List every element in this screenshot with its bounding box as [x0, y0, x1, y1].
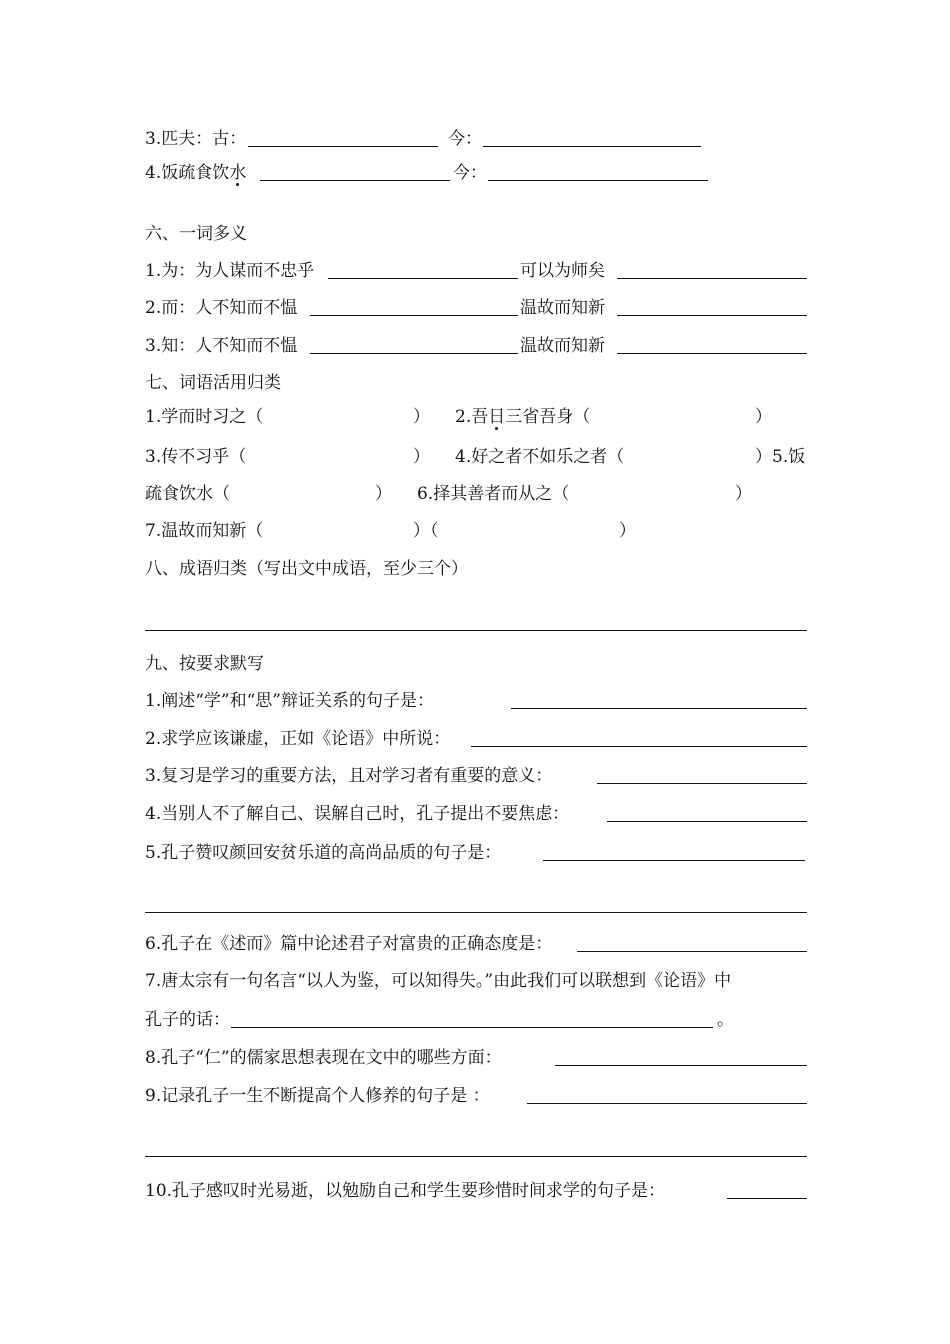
item-label: 3.传不习乎（ — [145, 447, 247, 467]
label-text: 三省吾身（ — [505, 407, 591, 427]
item-label: 7.温故而知新（ — [145, 521, 264, 541]
dictation-q6 — [145, 931, 807, 957]
item-label — [455, 404, 590, 430]
answer-blank[interactable] — [555, 1065, 807, 1066]
answer-blank[interactable] — [483, 146, 701, 147]
answer-line[interactable] — [145, 912, 807, 913]
label-text: 4.饭疏食饮 — [145, 163, 230, 183]
paren-close: ） — [735, 484, 752, 504]
section-heading-9 — [145, 651, 807, 677]
answer-line[interactable] — [145, 1156, 807, 1157]
answer-line[interactable] — [145, 630, 807, 631]
answer-blank[interactable] — [607, 821, 807, 822]
dictation-q2 — [145, 726, 807, 752]
dictation-q10 — [145, 1178, 807, 1204]
polysemy-item-1 — [145, 258, 807, 284]
item-label: 2.而：人不知而不愠 — [145, 298, 298, 318]
question-text: 8.孔子“仁”的儒家思想表现在文中的哪些方面： — [145, 1048, 502, 1068]
heading-text: 八、成语归类（写出文中成语，至少三个） — [145, 559, 468, 579]
question-text: 10.孔子感叹时光易逝，以勉励自己和学生要珍惜时间求学的句子是： — [145, 1181, 666, 1201]
answer-blank[interactable] — [511, 708, 807, 709]
item-label: 1.为：为人谋而不忠乎 — [145, 261, 315, 281]
answer-blank[interactable] — [471, 746, 807, 747]
item-label: 4.好之者不如乐之者（ — [455, 447, 625, 467]
polysemy-item-3 — [145, 333, 807, 359]
paren-close: ） — [375, 484, 392, 504]
second-phrase: 温故而知新 — [520, 298, 605, 318]
dictation-q3 — [145, 763, 807, 789]
item-label: 疏食饮水（ — [145, 484, 230, 504]
heading-text: 六、一词多义 — [145, 224, 247, 244]
usage-row-2 — [145, 444, 807, 470]
answer-blank[interactable] — [527, 1103, 807, 1104]
paren-close: ） — [755, 407, 772, 427]
answer-blank[interactable] — [543, 860, 805, 861]
question-text: 7.唐太宗有一句名言“以人为鉴，可以知得失。”由此我们可以联想到《论语》中 — [145, 971, 732, 991]
dictation-q7-line1 — [145, 968, 807, 994]
answer-blank[interactable] — [617, 315, 807, 316]
answer-blank[interactable] — [310, 315, 518, 316]
usage-row-4 — [145, 518, 807, 544]
answer-blank[interactable] — [231, 1027, 713, 1028]
item-label — [145, 160, 246, 186]
period: 。 — [717, 1010, 734, 1030]
section-heading-8 — [145, 556, 807, 582]
dictation-q1 — [145, 688, 807, 714]
dictation-q9 — [145, 1083, 807, 1109]
question-text: 4.当别人不了解自己、误解自己时，孔子提出不要焦虑： — [145, 804, 570, 824]
answer-blank[interactable] — [577, 951, 807, 952]
polysemy-item-2 — [145, 295, 807, 321]
item-fanshu — [145, 160, 807, 186]
answer-blank[interactable] — [488, 180, 708, 181]
dotted-char: 水 — [229, 163, 247, 183]
answer-blank[interactable] — [260, 180, 450, 181]
answer-blank[interactable] — [328, 278, 518, 279]
paren-close: ）5.饭 — [755, 447, 806, 467]
heading-text: 九、按要求默写 — [145, 654, 264, 674]
paren-close: ） — [413, 407, 430, 427]
second-phrase: 可以为师矣 — [520, 261, 605, 281]
answer-blank[interactable] — [248, 146, 438, 147]
question-text: 3.复习是学习的重要方法，且对学习者有重要的意义： — [145, 766, 553, 786]
paren-pair: ）（ — [413, 521, 439, 541]
heading-text: 七、词语活用归类 — [145, 373, 281, 393]
answer-blank[interactable] — [310, 353, 518, 354]
usage-row-1 — [145, 404, 807, 430]
question-text: 9.记录孔子一生不断提高个人修养的句子是 ： — [145, 1086, 490, 1106]
dictation-q8 — [145, 1045, 807, 1071]
question-text: 1.阐述“学”和“思”辩证关系的句子是： — [145, 691, 434, 711]
item-label: 6.择其善者而从之（ — [417, 484, 570, 504]
jin-label: 今： — [448, 129, 482, 149]
question-text: 5.孔子赞叹颜回安贫乐道的高尚品质的句子是： — [145, 843, 502, 863]
usage-row-3 — [145, 481, 807, 507]
item-label: 3.匹夫：古： — [145, 129, 247, 149]
item-label: 1.学而时习之（ — [145, 407, 264, 427]
section-heading-7 — [145, 370, 807, 396]
jin-label: 今： — [453, 163, 487, 183]
second-phrase: 温故而知新 — [520, 336, 605, 356]
question-text: 6.孔子在《述而》篇中论述君子对富贵的正确态度是： — [145, 934, 553, 954]
dictation-q7-line2 — [145, 1007, 807, 1033]
question-text: 孔子的话： — [145, 1010, 230, 1030]
answer-blank[interactable] — [597, 783, 807, 784]
label-text: 2.吾 — [455, 407, 489, 427]
dictation-q4 — [145, 801, 807, 827]
answer-blank[interactable] — [617, 278, 807, 279]
answer-blank[interactable] — [617, 353, 807, 354]
paren-close: ） — [413, 447, 430, 467]
item-pifu — [145, 126, 807, 152]
answer-blank[interactable] — [727, 1198, 807, 1199]
paren-close: ） — [619, 521, 636, 541]
dotted-char: 日 — [488, 407, 506, 427]
question-text: 2.求学应该谦虚，正如《论语》中所说： — [145, 729, 451, 749]
section-heading-6 — [145, 221, 807, 247]
item-label: 3.知：人不知而不愠 — [145, 336, 298, 356]
dictation-q5 — [145, 840, 807, 866]
